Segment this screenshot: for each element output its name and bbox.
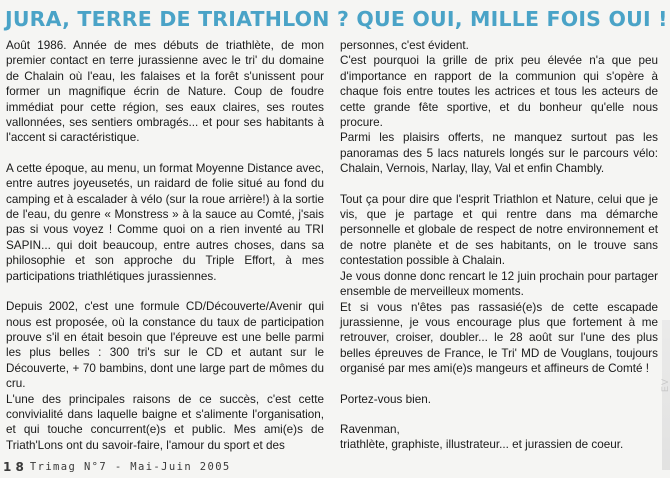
page-footer [3, 459, 231, 475]
page-number: 1 8 [3, 460, 24, 474]
side-mark: EV [660, 378, 670, 393]
right-column [340, 38, 658, 453]
left-column [6, 38, 324, 453]
author-description: triathlète, graphiste, illustrateur... et jurassien de coeur. [340, 438, 624, 452]
paragraph: Parmi les plaisirs offerts, ne manquez surtout pas les panoramas des 5 lacs naturels longés sur le parcours vélo: Chalain, Vernois, Narlay, Ilay, Val et enfin Chambly. [340, 131, 658, 176]
signoff: Portez-vous bien. [340, 392, 431, 406]
paragraph: personnes, c'est évident. [340, 39, 469, 52]
paragraph: Je vous donne donc rencart le 12 juin prochain pour partager ensemble de merveilleux moments. [340, 269, 658, 299]
side-decoration [662, 320, 670, 470]
article-title: JURA, TERRE DE TRIATHLON ? QUE OUI, MILLE FOIS OUI ! [5, 7, 668, 31]
paragraph: C'est pourquoi la grille de prix peu élevée n'a que peu d'importance en rapport de la communion qui s'opère à chaque fois entre toutes les actrices et tous les acteurs de cette grande fête sportive, et du bonheur qu'elle nous procure. [340, 54, 658, 130]
publication-info: Trimag N°7 - Mai-Juin 2005 [29, 461, 231, 473]
paragraph: Tout ça pour dire que l'esprit Triathlon et Nature, celui que je vis, que je partage et qui rentre dans ma démarche personnelle et globale de respect de notre environnement et de notre planète et de ses habitants, on le trouve sans contestation possible à Chalain. [340, 192, 658, 268]
paragraph: Août 1986. Année de mes débuts de triathlète, de mon premier contact en terre jurassienne avec le tri' du domaine de Chalain où l'eau, les falaises et la forêt s'unissent pour former un magnifique écrin de Nature. Coup de foudre immédiat pour cette région, ses eaux claires, ses routes vallonnées, ses sentiers ombragés... et pour ses habitants à l'accent si caractéristique. [6, 39, 324, 145]
paragraph: A cette époque, au menu, un format Moyenne Distance avec, entre autres joyeusetés, un raidard de folie situé au fond du camping et à escalader à vélo (sur la roue arrière!) à la sortie de l'eau, du genre « Monstress » à la sauce au Comté, j'sais pas si vous voyez ! Comme quoi on a rien inventé au TRI SAPIN... qui doit beaucoup, entre autres choses, dans sa philosophie et son approche du Triple Effort, à mes participations triathlétiques jurassiennes. [6, 161, 324, 283]
paragraph: L'une des principales raisons de ce succès, c'est cette convivialité dans laquelle baigne et s'alimente l'organisation, et qui touche concurrent(e)s et public. Mes ami(e)s de Triath'Lons ont du savoir-faire, l'amour du sport et des [6, 392, 324, 452]
paragraph: Et si vous n'êtes pas rassasié(e)s de cette escapade jurassienne, je vous encourage plus que fortement à me retrouver, croiser, doubler... le 28 août sur l'une des plus belles épreuves de France, le Tri' MD de Vouglans, toujours organisé par mes ami(e)s mangeurs et affineurs de Comté ! [340, 300, 658, 376]
paragraph: Depuis 2002, c'est une formule CD/Découverte/Avenir qui nous est proposée, où la constance du taux de participation prouve s'il en était besoin que l'épreuve est une belle parmi les plus belles : 300 tri's sur le CD et autant sur le Découverte, + 70 bambins, dont une large part de mômes du cru. [6, 300, 324, 391]
author-name: Ravenman, [340, 422, 400, 436]
